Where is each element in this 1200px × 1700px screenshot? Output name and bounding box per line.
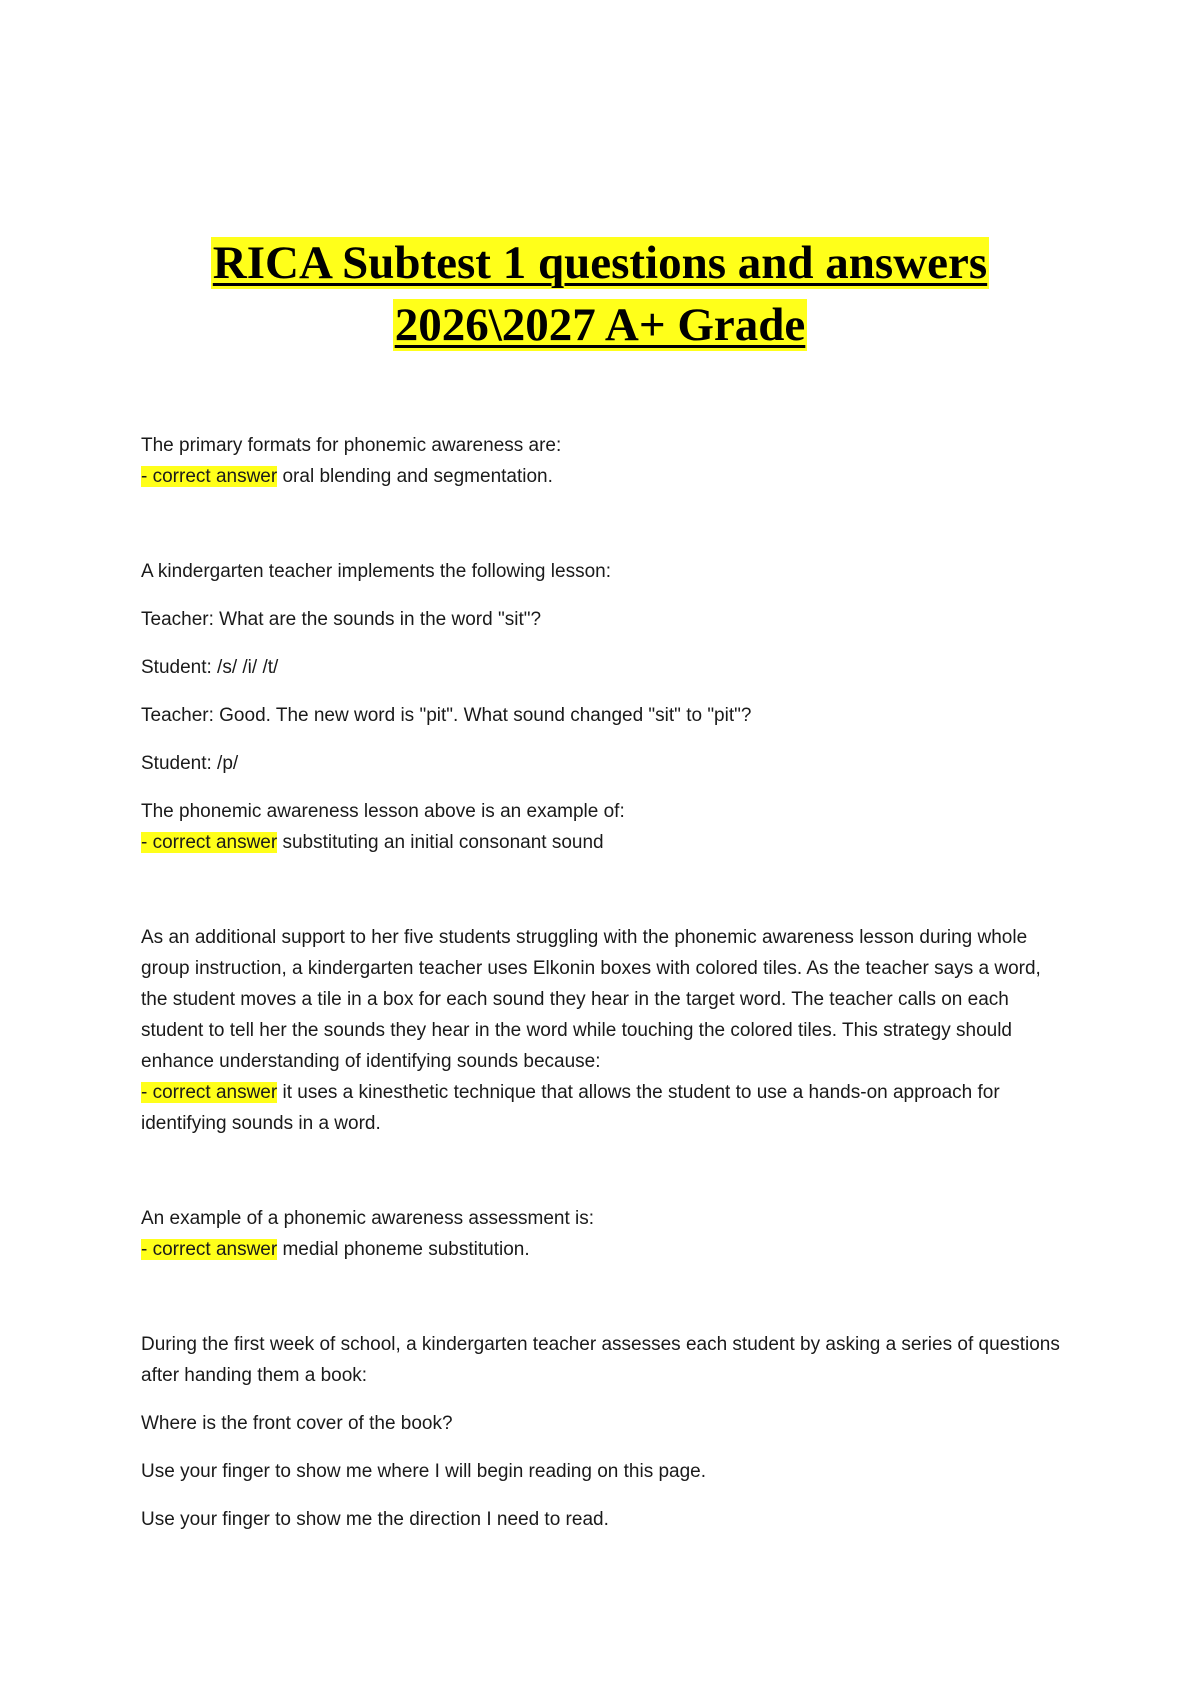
correct-answer-label: - correct answer [141, 466, 278, 487]
lesson-intro: A kindergarten teacher implements the following lesson: [141, 561, 611, 582]
title-line-1: RICA Subtest 1 questions and answers [212, 237, 988, 289]
qa-item-1 [141, 430, 1061, 492]
qa-content [141, 430, 1061, 1552]
dialogue-line: Teacher: What are the sounds in the word "sit"? [141, 609, 542, 630]
answer-text [141, 461, 1061, 492]
assessment-intro: During the first week of school, a kindergarten teacher assesses each student by asking a series of questions after handing them a book: [141, 1334, 1060, 1386]
correct-answer-label: - correct answer [141, 1239, 278, 1260]
dialogue-line: Student: /s/ /i/ /t/ [141, 657, 279, 678]
qa-item-2 [141, 556, 1061, 858]
assessment-question: Use your finger to show me where I will begin reading on this page. [141, 1461, 707, 1482]
question-text: The phonemic awareness lesson above is an example of: [141, 801, 625, 822]
question-text: The primary formats for phonemic awareness are: [141, 435, 562, 456]
answer-value: medial phoneme substitution. [282, 1239, 530, 1260]
answer-value: substituting an initial consonant sound [282, 832, 604, 853]
question-text: An example of a phonemic awareness assessment is: [141, 1208, 595, 1229]
qa-item-5 [141, 1329, 1061, 1535]
qa-item-4 [141, 1203, 1061, 1265]
document-title [0, 232, 1200, 356]
question-text: As an additional support to her five students struggling with the phonemic awareness lesson during whole group instruction, a kindergarten teacher uses Elkonin boxes with colored tiles. As the teacher says a word, the student moves a tile in a box for each sound they hear in the target word. The teacher calls on each student to tell her the sounds they hear in the word while touching the colored tiles. This strategy should enhance understanding of identifying sounds because: [141, 927, 1041, 1072]
title-line-2: 2026\2027 A+ Grade [394, 299, 806, 351]
answer-text [141, 1234, 1061, 1265]
answer-value: oral blending and segmentation. [282, 466, 553, 487]
answer-text [141, 827, 1061, 858]
dialogue-line: Teacher: Good. The new word is "pit". What sound changed "sit" to "pit"? [141, 705, 752, 726]
assessment-question: Use your finger to show me the direction I need to read. [141, 1509, 609, 1530]
qa-item-3 [141, 922, 1061, 1139]
correct-answer-label: - correct answer [141, 832, 278, 853]
dialogue-line: Student: /p/ [141, 753, 239, 774]
answer-value: it uses a kinesthetic technique that allows the student to use a hands-on approach for identifying sounds in a word. [141, 1082, 1000, 1134]
assessment-question: Where is the front cover of the book? [141, 1413, 453, 1434]
correct-answer-label: - correct answer [141, 1082, 278, 1103]
answer-text [141, 1077, 1061, 1139]
